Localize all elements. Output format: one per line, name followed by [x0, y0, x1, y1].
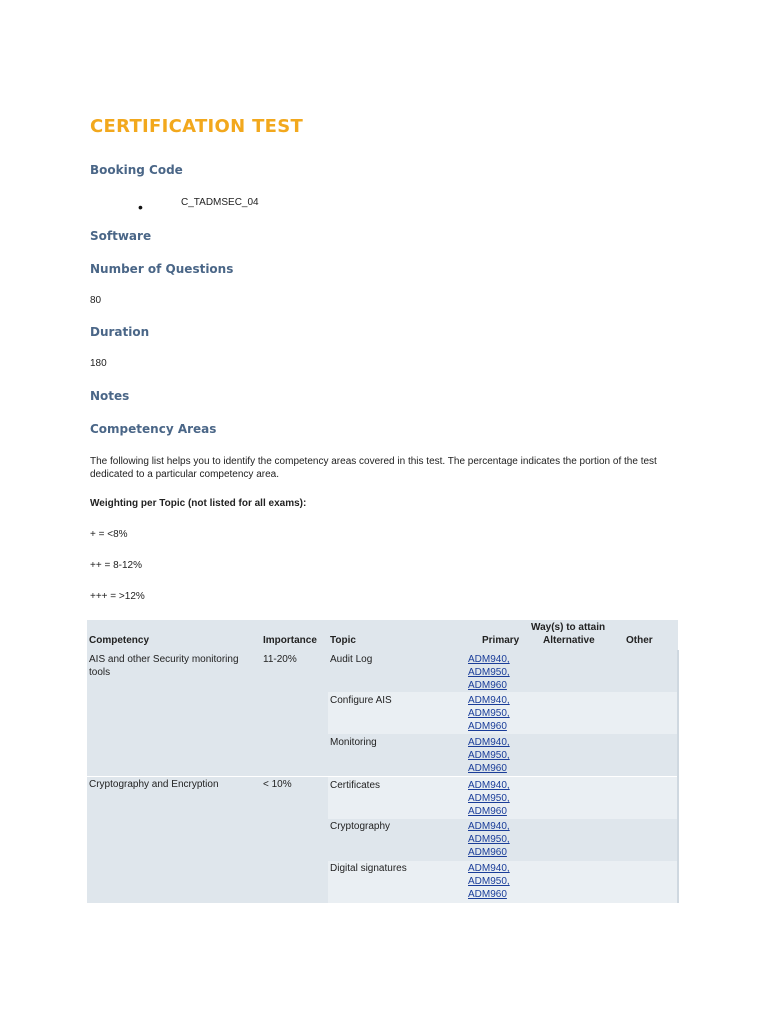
competency-importance: 11-20%: [263, 654, 297, 665]
primary-links: [468, 779, 510, 818]
course-link[interactable]: ADM960: [468, 680, 507, 691]
number-of-questions-heading: Number of Questions: [90, 262, 234, 276]
booking-code-value: C_TADMSEC_04: [181, 197, 259, 208]
course-link[interactable]: ADM940,: [468, 821, 510, 832]
weight-level-2: ++ = 8-12%: [90, 560, 142, 571]
weight-level-1: + = <8%: [90, 529, 128, 540]
duration-value: 180: [90, 358, 107, 369]
header-ways-to-attain: Way(s) to attain: [531, 622, 606, 633]
topic-name: Certificates: [330, 780, 381, 791]
table-edge: [677, 650, 679, 903]
primary-links: [468, 862, 510, 901]
bullet-icon: •: [138, 199, 143, 215]
booking-code-heading: Booking Code: [90, 163, 183, 177]
topic-name: Configure AIS: [330, 695, 392, 706]
number-of-questions-value: 80: [90, 295, 102, 306]
software-heading: Software: [90, 229, 152, 243]
topic-name: Audit Log: [330, 654, 373, 665]
course-link[interactable]: ADM940,: [468, 737, 510, 748]
primary-links: [468, 653, 510, 692]
competency-name: Cryptography and Encryption: [89, 779, 219, 790]
notes-heading: Notes: [90, 389, 130, 403]
header-competency: Competency: [89, 635, 150, 646]
topic-name: Monitoring: [330, 737, 377, 748]
course-link[interactable]: ADM950,: [468, 834, 510, 845]
weight-level-3: +++ = >12%: [90, 591, 145, 602]
header-other: Other: [626, 635, 653, 646]
course-link[interactable]: ADM950,: [468, 708, 510, 719]
competency-intro-text: The following list helps you to identify the competency areas covered in this test. The percentage indicates the portion of the test dedicated to a particular competency area.: [90, 456, 657, 480]
course-link[interactable]: ADM940,: [468, 863, 510, 874]
competency-table: [87, 620, 680, 903]
header-primary: Primary: [482, 635, 520, 646]
course-link[interactable]: ADM940,: [468, 695, 510, 706]
primary-links: [468, 820, 510, 859]
course-link[interactable]: ADM950,: [468, 750, 510, 761]
course-link[interactable]: ADM950,: [468, 667, 510, 678]
competency-name: AIS and other Security monitoring tools: [89, 654, 239, 678]
header-importance: Importance: [263, 635, 317, 646]
header-topic: Topic: [330, 635, 356, 646]
page-title: CERTIFICATION TEST: [90, 116, 304, 137]
duration-heading: Duration: [90, 325, 150, 339]
course-link[interactable]: ADM960: [468, 763, 507, 774]
course-link[interactable]: ADM960: [468, 806, 507, 817]
primary-links: [468, 736, 510, 775]
course-link[interactable]: ADM960: [468, 889, 507, 900]
weighting-heading: Weighting per Topic (not listed for all exams):: [90, 498, 307, 509]
topic-name: Cryptography: [330, 821, 391, 832]
primary-links: [468, 694, 510, 733]
header-alternative: Alternative: [543, 635, 595, 646]
competency-areas-heading: Competency Areas: [90, 422, 217, 436]
competency-importance: < 10%: [263, 779, 292, 790]
course-link[interactable]: ADM960: [468, 847, 507, 858]
topic-name: Digital signatures: [330, 863, 407, 874]
course-link[interactable]: ADM940,: [468, 654, 510, 665]
competency-cell-bg: [87, 777, 328, 903]
course-link[interactable]: ADM950,: [468, 876, 510, 887]
course-link[interactable]: ADM950,: [468, 793, 510, 804]
course-link[interactable]: ADM960: [468, 721, 507, 732]
course-link[interactable]: ADM940,: [468, 780, 510, 791]
